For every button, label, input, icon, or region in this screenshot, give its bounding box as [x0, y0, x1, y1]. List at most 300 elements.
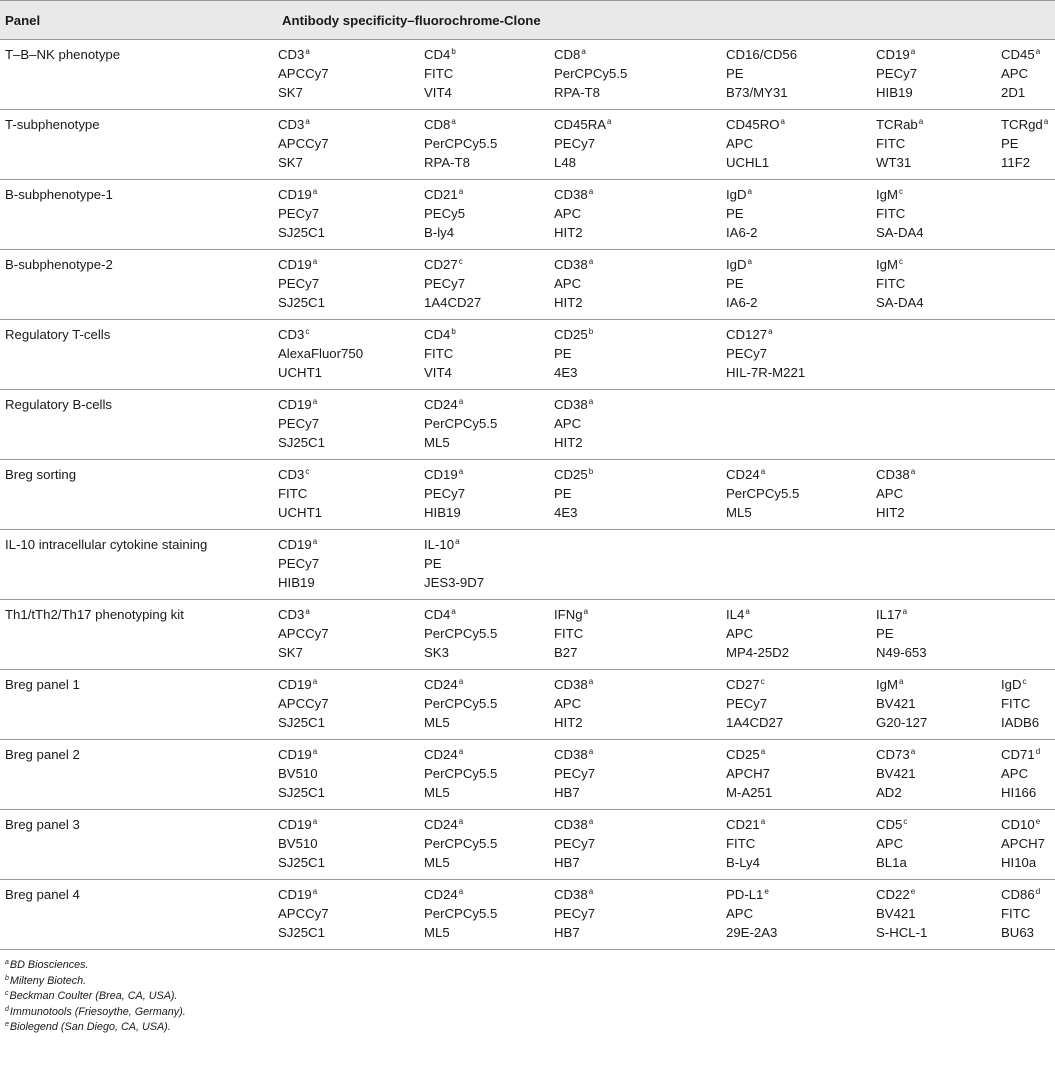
antibody-cell — [726, 600, 876, 670]
antibody-specificity: CD27 — [726, 677, 760, 692]
clone: 2D1 — [1001, 85, 1026, 100]
antibody-specificity-line — [554, 325, 726, 344]
antibody-cell — [726, 390, 876, 460]
fluorochrome: FITC — [424, 66, 454, 81]
antibody-cell — [726, 740, 876, 810]
supplier-footnote-mark: b — [588, 467, 594, 476]
antibody-specificity-line — [876, 745, 1001, 764]
antibody-specificity: CD45RO — [726, 117, 780, 132]
table-row — [0, 250, 1055, 320]
fluorochrome: BV421 — [876, 696, 916, 711]
antibody-cell — [876, 460, 1001, 530]
clone: ML5 — [726, 505, 752, 520]
fluorochrome: PerCPCy5.5 — [424, 136, 498, 151]
supplier-footnote-mark: b — [451, 47, 456, 56]
clone: HI166 — [1001, 785, 1037, 800]
panel-name-cell: Breg panel 2 — [0, 740, 278, 810]
supplier-footnote-mark: a — [768, 327, 773, 336]
fluorochrome: PE — [726, 276, 744, 291]
clone: HIT2 — [554, 715, 583, 730]
supplier-footnote-mark: d — [1035, 887, 1041, 896]
supplier-footnote-mark: a — [458, 467, 464, 476]
panel-name-cell: Th1/tTh2/Th17 phenotyping kit — [0, 600, 278, 670]
supplier-footnote-mark: a — [312, 747, 318, 756]
antibody-specificity: CD5 — [876, 817, 903, 832]
fluorochrome: PECy7 — [424, 486, 466, 501]
antibody-specificity: TCRgd — [1001, 117, 1043, 132]
antibody-specificity-line — [554, 605, 726, 624]
antibody-cell — [424, 180, 554, 250]
clone: SJ25C1 — [278, 715, 325, 730]
supplier-footnote-mark: c — [903, 817, 908, 826]
antibody-specificity-line — [876, 45, 1001, 64]
supplier-footnote-mark: a — [583, 607, 589, 616]
supplier-footnote-mark: a — [760, 747, 766, 756]
antibody-specificity: CD24 — [424, 887, 458, 902]
antibody-specificity-line — [1001, 745, 1055, 764]
antibody-specificity-line — [278, 325, 424, 344]
antibody-cell — [278, 530, 424, 600]
supplier-footnote-mark: a — [1043, 117, 1049, 126]
panel-name-cell: Breg sorting — [0, 460, 278, 530]
fluorochrome: PECy7 — [554, 136, 596, 151]
antibody-cell — [876, 740, 1001, 810]
antibody-specificity-line — [278, 465, 424, 484]
fluorochrome: BV510 — [278, 836, 318, 851]
supplier-footnote-mark: a — [312, 887, 318, 896]
supplier-footnote-mark: a — [312, 397, 318, 406]
fluorochrome: PerCPCy5.5 — [424, 836, 498, 851]
antibody-specificity-line — [1001, 885, 1055, 904]
antibody-cell — [876, 530, 1001, 600]
supplier-footnote-mark: c — [898, 187, 903, 196]
antibody-specificity: CD24 — [424, 677, 458, 692]
antibody-cell — [278, 320, 424, 390]
footnote — [5, 1020, 1055, 1036]
antibody-specificity: CD38 — [876, 467, 910, 482]
footnote-mark: e — [5, 1021, 9, 1028]
clone: 29E-2A3 — [726, 925, 778, 940]
antibody-specificity: CD19 — [876, 47, 910, 62]
table-row — [0, 320, 1055, 390]
supplier-footnote-mark: a — [745, 607, 750, 616]
antibody-specificity-line — [876, 255, 1001, 274]
panel-name-cell: Breg panel 3 — [0, 810, 278, 880]
clone: SJ25C1 — [278, 435, 325, 450]
antibody-specificity-line — [726, 115, 876, 134]
supplier-footnote-mark: a — [588, 747, 594, 756]
fluorochrome: BV421 — [876, 906, 916, 921]
fluorochrome: APC — [1001, 766, 1029, 781]
antibody-cell — [876, 670, 1001, 740]
antibody-cell — [554, 600, 726, 670]
antibody-specificity: CD21 — [424, 187, 458, 202]
antibody-cell — [554, 320, 726, 390]
antibody-specificity: IgM — [876, 187, 898, 202]
fluorochrome: PECy7 — [278, 276, 320, 291]
table-row — [0, 530, 1055, 600]
panel-name-cell: Regulatory T-cells — [0, 320, 278, 390]
supplier-footnote-mark: a — [588, 887, 594, 896]
clone: HIT2 — [554, 225, 583, 240]
antibody-specificity: IgM — [876, 257, 898, 272]
antibody-cell — [278, 460, 424, 530]
antibody-cell — [726, 250, 876, 320]
antibody-specificity-line — [1001, 675, 1055, 694]
fluorochrome: APC — [554, 416, 582, 431]
antibody-specificity: CD38 — [554, 677, 588, 692]
table-row — [0, 180, 1055, 250]
fluorochrome: PerCPCy5.5 — [424, 416, 498, 431]
supplier-footnote-mark: a — [588, 397, 594, 406]
antibody-cell — [726, 810, 876, 880]
antibody-cell — [876, 390, 1001, 460]
antibody-specificity-line — [278, 255, 424, 274]
fluorochrome: PerCPCy5.5 — [424, 766, 498, 781]
supplier-footnote-mark: c — [1022, 677, 1027, 686]
fluorochrome: PE — [424, 556, 442, 571]
antibody-cell — [554, 530, 726, 600]
clone: SK3 — [424, 645, 449, 660]
antibody-specificity: CD38 — [554, 887, 588, 902]
footnote — [5, 989, 1055, 1005]
antibody-cell — [424, 250, 554, 320]
fluorochrome: BV421 — [876, 766, 916, 781]
clone: G20-127 — [876, 715, 928, 730]
antibody-specificity-line — [876, 815, 1001, 834]
antibody-specificity: CD19 — [278, 817, 312, 832]
antibody-specificity-line — [278, 675, 424, 694]
antibody-specificity-line — [554, 185, 726, 204]
fluorochrome: FITC — [876, 276, 906, 291]
clone: RPA-T8 — [424, 155, 470, 170]
supplier-footnote-mark: a — [312, 187, 318, 196]
fluorochrome: PECy7 — [554, 836, 596, 851]
antibody-specificity-line — [424, 325, 554, 344]
antibody-specificity: CD27 — [424, 257, 458, 272]
clone: BU63 — [1001, 925, 1034, 940]
antibody-specificity-line — [424, 115, 554, 134]
antibody-cell — [1001, 320, 1055, 390]
antibody-cell — [1001, 390, 1055, 460]
panel-name-cell: T-subphenotype — [0, 110, 278, 180]
antibody-cell — [876, 810, 1001, 880]
supplier-footnote-mark: e — [1035, 817, 1041, 826]
fluorochrome: PE — [726, 66, 744, 81]
footnote-mark: b — [5, 974, 9, 982]
fluorochrome: PECy7 — [424, 276, 466, 291]
fluorochrome: APCCy7 — [278, 626, 329, 641]
fluorochrome: APC — [726, 626, 754, 641]
antibody-specificity-line — [876, 465, 1001, 484]
antibody-specificity-line — [424, 605, 554, 624]
antibody-specificity-line — [876, 115, 1001, 134]
fluorochrome: APC — [1001, 66, 1029, 81]
clone: SK7 — [278, 155, 303, 170]
supplier-footnote-mark: a — [458, 187, 464, 196]
clone: ML5 — [424, 925, 450, 940]
antibody-cell — [424, 390, 554, 460]
clone: HB7 — [554, 855, 580, 870]
supplier-footnote-mark: a — [305, 607, 310, 616]
antibody-cell — [1001, 250, 1055, 320]
supplier-footnote-mark: a — [312, 677, 318, 686]
antibody-specificity-line — [424, 185, 554, 204]
antibody-specificity: CD38 — [554, 397, 588, 412]
fluorochrome: APCCy7 — [278, 696, 329, 711]
antibody-specificity-line — [554, 465, 726, 484]
antibody-cell — [726, 110, 876, 180]
antibody-cell — [424, 740, 554, 810]
supplier-footnote-mark: a — [312, 257, 318, 266]
supplier-footnote-mark: a — [455, 537, 460, 546]
fluorochrome: PECy7 — [726, 346, 768, 361]
antibody-specificity: CD25 — [554, 327, 588, 342]
clone: M-A251 — [726, 785, 773, 800]
clone: RPA-T8 — [554, 85, 600, 100]
supplier-footnote-mark: a — [1035, 47, 1041, 56]
antibody-cell — [424, 460, 554, 530]
table-row — [0, 670, 1055, 740]
clone: 4E3 — [554, 365, 578, 380]
antibody-cell — [1001, 460, 1055, 530]
supplier-footnote-mark: a — [780, 117, 785, 126]
footnote-mark: a — [5, 959, 9, 966]
antibody-cell — [278, 600, 424, 670]
footnote — [5, 974, 1055, 990]
antibody-cell — [726, 460, 876, 530]
antibody-cell — [424, 810, 554, 880]
antibody-specificity: CD38 — [554, 817, 588, 832]
fluorochrome: PerCPCy5.5 — [424, 626, 498, 641]
antibody-cell — [876, 250, 1001, 320]
antibody-cell — [726, 180, 876, 250]
antibody-specificity-line — [424, 45, 554, 64]
clone: UCHT1 — [278, 505, 322, 520]
supplier-footnote-mark: a — [451, 117, 456, 126]
clone: 1A4CD27 — [424, 295, 482, 310]
clone: SJ25C1 — [278, 855, 325, 870]
footnote-mark: c — [5, 990, 9, 997]
antibody-specificity-line — [278, 745, 424, 764]
supplier-footnote-mark: a — [910, 47, 916, 56]
panel-column-header: Panel — [0, 1, 278, 40]
antibody-specificity-line — [726, 325, 876, 344]
supplier-footnote-mark: a — [305, 117, 310, 126]
antibody-cell — [424, 320, 554, 390]
fluorochrome: PECy7 — [278, 206, 320, 221]
antibody-cell — [424, 40, 554, 110]
antibody-specificity-line — [876, 885, 1001, 904]
antibody-specificity-line — [1001, 45, 1055, 64]
antibody-specificity: CD21 — [726, 817, 760, 832]
clone: B-ly4 — [424, 225, 455, 240]
fluorochrome: APC — [876, 486, 904, 501]
antibody-specificity: CD22 — [876, 887, 910, 902]
antibody-specificity: CD19 — [278, 747, 312, 762]
fluorochrome: PerCPCy5.5 — [424, 906, 498, 921]
antibody-specificity: CD19 — [424, 467, 458, 482]
antibody-cell — [424, 670, 554, 740]
antibody-specificity-line — [726, 675, 876, 694]
clone: SJ25C1 — [278, 295, 325, 310]
fluorochrome: APCCy7 — [278, 906, 329, 921]
fluorochrome: PECy7 — [554, 766, 596, 781]
antibody-specificity-line — [278, 605, 424, 624]
antibody-cell — [1001, 600, 1055, 670]
table-row — [0, 40, 1055, 110]
fluorochrome: APCCy7 — [278, 136, 329, 151]
antibody-cell — [554, 810, 726, 880]
clone: JES3-9D7 — [424, 575, 485, 590]
clone: L48 — [554, 155, 577, 170]
supplier-footnote-mark: a — [607, 117, 612, 126]
footnote-text: Biolegend (San Diego, CA, USA). — [9, 1021, 171, 1033]
antibody-cell — [554, 110, 726, 180]
supplier-footnote-mark: e — [910, 887, 916, 896]
antibody-cell — [726, 530, 876, 600]
antibody-specificity-line — [554, 745, 726, 764]
clone: BL1a — [876, 855, 907, 870]
antibody-cell — [424, 880, 554, 950]
table-row — [0, 600, 1055, 670]
clone: VIT4 — [424, 85, 452, 100]
supplier-footnote-mark: a — [902, 607, 908, 616]
antibody-specificity: CD8 — [424, 117, 451, 132]
supplier-footnote-mark: a — [588, 677, 594, 686]
antibody-specificity-line — [554, 675, 726, 694]
supplier-footnote-mark: a — [588, 187, 594, 196]
antibody-specificity: CD3 — [278, 327, 305, 342]
antibody-cell — [1001, 180, 1055, 250]
clone: IADB6 — [1001, 715, 1040, 730]
antibody-specificity: CD3 — [278, 117, 305, 132]
fluorochrome: PE — [876, 626, 894, 641]
antibody-cell — [424, 530, 554, 600]
antibody-specificity: IL-10 — [424, 537, 455, 552]
antibody-specificity: CD3 — [278, 467, 305, 482]
clone: IA6-2 — [726, 295, 758, 310]
antibody-specificity-line — [278, 885, 424, 904]
fluorochrome: PECy5 — [424, 206, 466, 221]
antibody-cell — [278, 110, 424, 180]
antibody-cell — [554, 390, 726, 460]
clone: IA6-2 — [726, 225, 758, 240]
panel-name-cell: Regulatory B-cells — [0, 390, 278, 460]
fluorochrome: FITC — [876, 206, 906, 221]
clone: UCHT1 — [278, 365, 322, 380]
antibody-cell — [554, 740, 726, 810]
supplier-footnote-mark: a — [312, 817, 318, 826]
clone: SJ25C1 — [278, 785, 325, 800]
fluorochrome: APC — [726, 136, 754, 151]
footnote-text: Immunotools (Friesoythe, Germany). — [9, 1005, 186, 1018]
antibody-specificity-line — [876, 675, 1001, 694]
antibody-specificity-line — [554, 815, 726, 834]
supplier-footnote-mark: a — [760, 817, 766, 826]
fluorochrome: PECy7 — [278, 416, 320, 431]
clone: AD2 — [876, 785, 902, 800]
antibody-specificity: CD19 — [278, 397, 312, 412]
antibody-specificity: PD-L1 — [726, 887, 764, 902]
antibody-specificity-line — [726, 255, 876, 274]
antibody-specificity-line — [726, 885, 876, 904]
fluorochrome: PECy7 — [876, 66, 918, 81]
footnote-text: BD Biosciences. — [9, 959, 89, 971]
fluorochrome: APCH7 — [726, 766, 770, 781]
clone: HI10a — [1001, 855, 1037, 870]
clone: HIT2 — [554, 435, 583, 450]
antibody-specificity-line — [1001, 115, 1055, 134]
antibody-specificity-line — [278, 395, 424, 414]
fluorochrome: BV510 — [278, 766, 318, 781]
antibody-cell — [278, 250, 424, 320]
fluorochrome: APC — [554, 276, 582, 291]
antibody-cell — [1001, 40, 1055, 110]
antibody-cell — [1001, 810, 1055, 880]
supplier-footnote-mark: c — [898, 257, 903, 266]
antibody-specificity-line — [424, 465, 554, 484]
clone: 4E3 — [554, 505, 578, 520]
fluorochrome: AlexaFluor750 — [278, 346, 364, 361]
antibody-specificity-line — [726, 45, 876, 64]
antibody-cell — [876, 110, 1001, 180]
table-body — [0, 40, 1055, 950]
antibody-specificity-line — [554, 115, 726, 134]
fluorochrome: PECy7 — [726, 696, 768, 711]
clone: 1A4CD27 — [726, 715, 784, 730]
table-row — [0, 810, 1055, 880]
supplier-footnote-mark: a — [305, 47, 310, 56]
supplier-footnote-mark: a — [458, 677, 464, 686]
table-row — [0, 460, 1055, 530]
clone: ML5 — [424, 435, 450, 450]
antibody-specificity-line — [424, 255, 554, 274]
fluorochrome: APC — [726, 906, 754, 921]
antibody-specificity: CD25 — [554, 467, 588, 482]
table-row — [0, 390, 1055, 460]
antibody-cell — [554, 460, 726, 530]
supplier-footnote-mark: b — [451, 327, 456, 336]
antibody-cell — [278, 880, 424, 950]
supplier-footnote-mark: a — [910, 467, 916, 476]
antibody-specificity-line — [424, 395, 554, 414]
supplier-footnote-mark: c — [305, 467, 310, 476]
antibody-cell — [1001, 740, 1055, 810]
fluorochrome: APC — [554, 206, 582, 221]
antibody-specificity: CD4 — [424, 47, 451, 62]
antibody-specificity: CD38 — [554, 187, 588, 202]
antibody-specificity-line — [1001, 815, 1055, 834]
table-row — [0, 110, 1055, 180]
supplier-footnote-mark: a — [898, 677, 904, 686]
antibody-specificity-line — [278, 45, 424, 64]
panel-name-cell: T–B–NK phenotype — [0, 40, 278, 110]
supplier-footnote-mark: a — [760, 467, 766, 476]
antibody-cell — [726, 40, 876, 110]
fluorochrome: PE — [554, 346, 572, 361]
clone: S-HCL-1 — [876, 925, 928, 940]
fluorochrome: PE — [1001, 136, 1019, 151]
fluorochrome: APCCy7 — [278, 66, 329, 81]
antibody-cell — [726, 320, 876, 390]
antibody-specificity: CD19 — [278, 677, 312, 692]
antibody-specificity: CD45 — [1001, 47, 1035, 62]
clone: HIB19 — [278, 575, 315, 590]
antibody-specificity: IgD — [1001, 677, 1022, 692]
supplier-footnote-mark: a — [458, 397, 464, 406]
supplier-footnote-mark: b — [588, 327, 594, 336]
